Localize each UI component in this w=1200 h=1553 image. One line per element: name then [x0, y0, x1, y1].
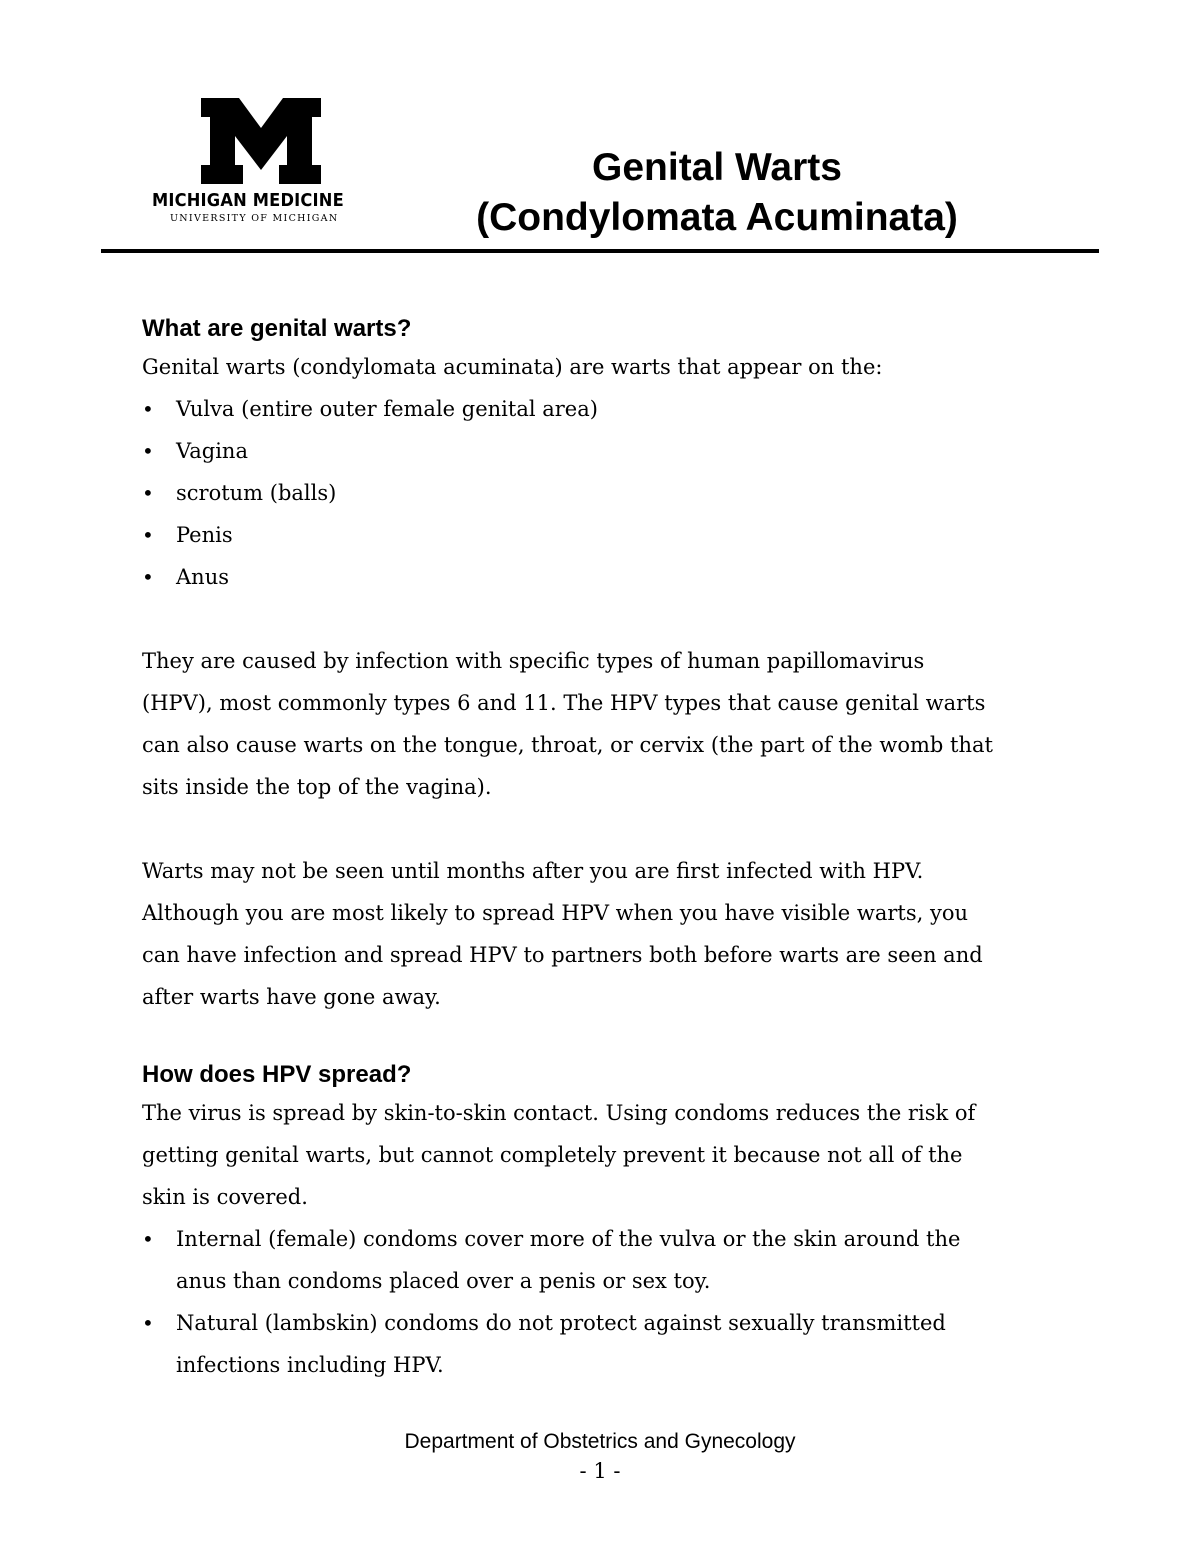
locations-list	[142, 388, 1072, 598]
list-item-line: infections including HPV.	[176, 1353, 444, 1377]
list-item	[142, 1302, 1072, 1386]
list-item: • Vulva (entire outer female genital area)	[142, 388, 1072, 430]
list-item-line: Natural (lambskin) condoms do not protect against sexually transmitted	[176, 1311, 946, 1335]
paragraph-line: sits inside the top of the vagina).	[142, 775, 492, 799]
paragraph-line: (HPV), most commonly types 6 and 11. The HPV types that cause genital warts	[142, 691, 986, 715]
list-item: • Anus	[142, 556, 1072, 598]
paragraph-line: can also cause warts on the tongue, throat, or cervix (the part of the womb that	[142, 733, 993, 757]
page-number: - 1 -	[579, 1459, 621, 1483]
logo-name: MICHIGAN MEDICINE	[152, 191, 344, 211]
paragraph-line: getting genital warts, but cannot completely prevent it because not all of the	[142, 1143, 963, 1167]
document-body	[142, 312, 1072, 1386]
paragraph-line: They are caused by infection with specific types of human papillomavirus	[142, 649, 925, 673]
condom-list	[142, 1218, 1072, 1386]
list-item: • scrotum (balls)	[142, 472, 1072, 514]
list-item: • Penis	[142, 514, 1072, 556]
document-title	[400, 143, 1034, 243]
intro-text: Genital warts (condylomata acuminata) are warts that appear on the:	[142, 355, 883, 379]
list-item	[142, 1218, 1072, 1302]
list-item-line: anus than condoms placed over a penis or sex toy.	[176, 1269, 711, 1293]
paragraph-line: Warts may not be seen until months after you are first infected with HPV.	[142, 859, 924, 883]
section-heading-genital-warts: What are genital warts?	[142, 315, 412, 342]
list-item-line: Internal (female) condoms cover more of the vulva or the skin around the	[176, 1227, 961, 1251]
footer-department: Department of Obstetrics and Gynecology	[404, 1430, 796, 1453]
section-heading-hpv-spread: How does HPV spread?	[142, 1061, 412, 1088]
header-divider	[101, 249, 1099, 253]
michigan-medicine-logo	[152, 98, 366, 224]
list-item: • Vagina	[142, 430, 1072, 472]
paragraph-line: Although you are most likely to spread HPV when you have visible warts, you	[142, 901, 968, 925]
paragraph-line: after warts have gone away.	[142, 985, 441, 1009]
title-line-2: (Condylomata Acuminata)	[476, 196, 958, 239]
paragraph-line: The virus is spread by skin-to-skin contact. Using condoms reduces the risk of	[142, 1101, 976, 1125]
title-line-1: Genital Warts	[592, 146, 842, 189]
logo-subtitle: UNIVERSITY OF MICHIGAN	[170, 213, 339, 224]
paragraph-line: can have infection and spread HPV to partners both before warts are seen and	[142, 943, 983, 967]
block-m-logo-icon	[201, 98, 321, 184]
paragraph-line: skin is covered.	[142, 1185, 308, 1209]
page-footer	[0, 1428, 1200, 1486]
